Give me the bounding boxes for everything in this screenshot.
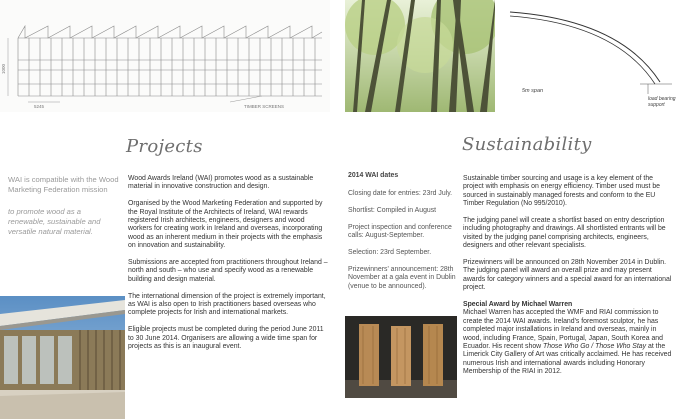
projects-paragraph: The international dimension of the project is extremely important, as WAI is also open to Irish practitioners based overseas who complete projects for Irish and international markets. (128, 292, 326, 317)
load-bearing-label: load bearing (648, 96, 676, 102)
projects-paragraph: Wood Awards Ireland (WAI) promotes wood as a sustainable material in innovative construction and design. (128, 175, 314, 191)
special-award-text: Michael Warren has accepted the WMF and RIAI commission to create the 2014 WAI awards. Ireland's foremost sculptor, he has completed major installations in Ireland and overseas, mainly in wood, including France, Spain, Portugal, Japan, South Korea and Ecuador. His recent show Those Who Go / Those Who Stay at the Limerick City Gallery of Art was critically acclaimed. He has received numerous Irish and international awards including Honorary Membership of the RIAI in 2012. (463, 309, 672, 376)
projects-paragraph: Eligible projects must be completed during the period June 2011 to 30 June 2014. Organisers are allowing a wide time span for projects as this is an inaugural event. (128, 326, 324, 351)
special-award-heading: Special Award by Michael Warren (463, 301, 573, 309)
mission-statement: to promote wood as a renewable, sustainable and versatile natural material. (8, 207, 101, 236)
timber-screens-label: TIMBER SCREENS (244, 104, 285, 109)
date-item: Selection: 23rd September. (348, 249, 432, 257)
sustainability-heading: Sustainability (462, 134, 592, 155)
dimension-label-left: 1000 (1, 63, 6, 74)
dimension-label-width: 5245 (34, 104, 45, 109)
forest-photo (345, 0, 495, 112)
projects-paragraph: Submissions are accepted from practitioners throughout Ireland – north and south – who use and specify wood as a renewable building and design material. (128, 259, 328, 283)
sustainability-paragraph: The judging panel will create a shortlist based on entry description including photography and drawings. All shortlisted entrants will be visited by the judging panel comprising architects, engineers, designers and other relevant specialists. (463, 217, 666, 250)
projects-column (128, 175, 328, 360)
span-label: 5m span (522, 88, 544, 94)
wai-dates-title: 2014 WAI dates (348, 172, 399, 179)
wai-dates-list (348, 172, 456, 300)
sustainability-paragraph: Sustainable timber sourcing and usage is a key element of the project with emphasis on energy efficiency. Timber used must be sourced in sustainably managed forests and conform to the EU Timber Regulation (No 995/2010). (463, 175, 660, 208)
elevation-drawing-image (0, 0, 330, 112)
support-label: support (648, 102, 665, 108)
building-photo (0, 296, 125, 419)
date-item: Project inspection and conference calls: August-September. (348, 224, 452, 240)
arch-span-diagram (500, 0, 680, 112)
sustainability-paragraph: Prizewinners will be announced on 28th November 2014 in Dublin. The judging panel will award an overall prize and may present awards for category winners and a special award for an international project. (463, 259, 672, 292)
date-item: Prizewinners' announcement: 28th November at a gala event in Dublin (venue to be announced). (348, 266, 456, 290)
sustainability-column (463, 175, 673, 377)
projects-heading: Projects (126, 136, 203, 157)
date-item: Closing date for entries: 23rd July. (348, 190, 453, 198)
date-item: Shortlist: Compiled in August (348, 207, 437, 215)
sculpture-photo (345, 316, 457, 398)
mission-intro-text: WAI is compatible with the Wood Marketing Federation mission (8, 175, 119, 194)
projects-paragraph: Organised by the Wood Marketing Federation and supported by the Royal Institute of the Architects of Ireland, WAI rewards registered Irish architects, engineers, designers and wood workers for creating work in Ireland and overseas, incorporating wood as an inherent medium in their projects with the emphasis on innovation and sustainability. (128, 200, 323, 250)
